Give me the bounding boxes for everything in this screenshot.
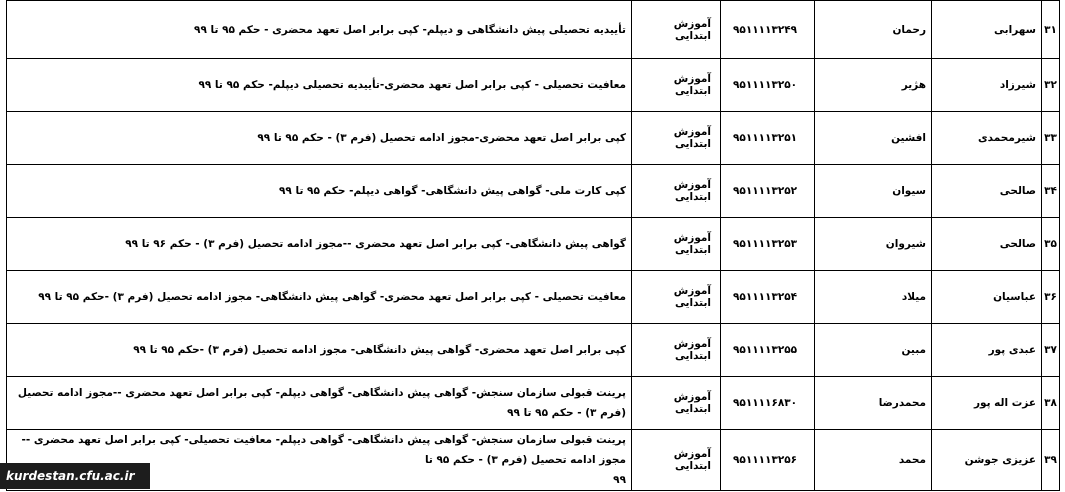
required-documents: کپی برابر اصل تعهد محضری-مجوز ادامه تحصیل (فرم ۳) - حکم ۹۵ تا ۹۹ [7, 112, 632, 165]
required-documents: گواهی پیش دانشگاهی- کپی برابر اصل تعهد محضری --مجوز ادامه تحصیل (فرم ۳) - حکم ۹۶ تا ۹۹ [7, 218, 632, 271]
field-of-study: آموزش ابتدایی [632, 377, 721, 430]
site-watermark [0, 463, 150, 489]
field-of-study: آموزش ابتدایی [632, 112, 721, 165]
table-row [7, 377, 1060, 430]
last-name: عزیزی جوشن [932, 430, 1042, 491]
required-documents: پرینت قبولی سازمان سنجش- گواهی پیش دانشگاهی- گواهی دیپلم- کپی برابر اصل تعهد محضری --مجوز ادامه تحصیل (فرم ۳) - حکم ۹۵ تا ۹۹ [7, 377, 632, 430]
field-of-study: آموزش ابتدایی [632, 324, 721, 377]
documents-line: پرینت قبولی سازمان سنجش- گواهی پیش دانشگاهی- گواهی دیپلم- معافیت تحصیلی- کپی برابر اصل تعهد محضری --مجوز ادامه تحصیل (فرم ۳) - حکم ۹۵ تا [21, 434, 626, 466]
row-number: ۳۲ [1042, 59, 1060, 112]
student-code: ۹۵۱۱۱۱۶۸۳۰ [721, 377, 815, 430]
documents-table [6, 0, 1060, 491]
required-documents: معافیت تحصیلی - کپی برابر اصل تعهد محضری-تأییدیه تحصیلی دیپلم- حکم ۹۵ تا ۹۹ [7, 59, 632, 112]
first-name: هژیر [815, 59, 932, 112]
row-number: ۳۳ [1042, 112, 1060, 165]
required-documents: کپی برابر اصل تعهد محضری- گواهی پیش دانشگاهی- مجوز ادامه تحصیل (فرم ۳) -حکم ۹۵ تا ۹۹ [7, 324, 632, 377]
first-name: سیوان [815, 165, 932, 218]
watermark-text: kurdestan.cfu.ac.ir [6, 469, 135, 483]
row-number: ۳۱ [1042, 1, 1060, 59]
field-of-study: آموزش ابتدایی [632, 218, 721, 271]
field-of-study: آموزش ابتدایی [632, 165, 721, 218]
table-row [7, 324, 1060, 377]
last-name: عبدی پور [932, 324, 1042, 377]
documents-line-continued: ۹۹ [613, 474, 626, 486]
table-row [7, 430, 1060, 491]
last-name: صالحی [932, 165, 1042, 218]
row-number: ۳۸ [1042, 377, 1060, 430]
last-name: سهرابی [932, 1, 1042, 59]
field-of-study: آموزش ابتدایی [632, 1, 721, 59]
table-row [7, 59, 1060, 112]
required-documents: معافیت تحصیلی - کپی برابر اصل تعهد محضری- گواهی پیش دانشگاهی- مجوز ادامه تحصیل (فرم ۳) -حکم ۹۵ تا ۹۹ [7, 271, 632, 324]
table-row [7, 1, 1060, 59]
required-documents: تأییدیه تحصیلی پیش دانشگاهی و دیپلم- کپی برابر اصل تعهد محضری - حکم ۹۵ تا ۹۹ [7, 1, 632, 59]
student-code: ۹۵۱۱۱۱۳۲۵۰ [721, 59, 815, 112]
last-name: شیرمحمدی [932, 112, 1042, 165]
required-documents: کپی کارت ملی- گواهی پیش دانشگاهی- گواهی دیپلم- حکم ۹۵ تا ۹۹ [7, 165, 632, 218]
first-name: میلاد [815, 271, 932, 324]
first-name: محمد [815, 430, 932, 491]
table-row [7, 271, 1060, 324]
last-name: صالحی [932, 218, 1042, 271]
row-number: ۳۷ [1042, 324, 1060, 377]
last-name: شیرزاد [932, 59, 1042, 112]
first-name: مبین [815, 324, 932, 377]
row-number: ۳۴ [1042, 165, 1060, 218]
first-name: محمدرضا [815, 377, 932, 430]
student-code: ۹۵۱۱۱۱۳۲۵۶ [721, 430, 815, 491]
table-row [7, 165, 1060, 218]
student-code: ۹۵۱۱۱۱۳۲۵۲ [721, 165, 815, 218]
table-row [7, 112, 1060, 165]
first-name: رحمان [815, 1, 932, 59]
row-number: ۳۹ [1042, 430, 1060, 491]
field-of-study: آموزش ابتدایی [632, 271, 721, 324]
student-code: ۹۵۱۱۱۱۳۲۵۵ [721, 324, 815, 377]
student-code: ۹۵۱۱۱۱۳۲۵۳ [721, 218, 815, 271]
field-of-study: آموزش ابتدایی [632, 430, 721, 491]
first-name: شیروان [815, 218, 932, 271]
student-code: ۹۵۱۱۱۱۳۲۵۱ [721, 112, 815, 165]
last-name: عزت اله پور [932, 377, 1042, 430]
table-row [7, 218, 1060, 271]
student-code: ۹۵۱۱۱۱۳۲۴۹ [721, 1, 815, 59]
row-number: ۳۵ [1042, 218, 1060, 271]
field-of-study: آموزش ابتدایی [632, 59, 721, 112]
last-name: عباسیان [932, 271, 1042, 324]
student-code: ۹۵۱۱۱۱۳۲۵۴ [721, 271, 815, 324]
row-number: ۳۶ [1042, 271, 1060, 324]
first-name: افشین [815, 112, 932, 165]
